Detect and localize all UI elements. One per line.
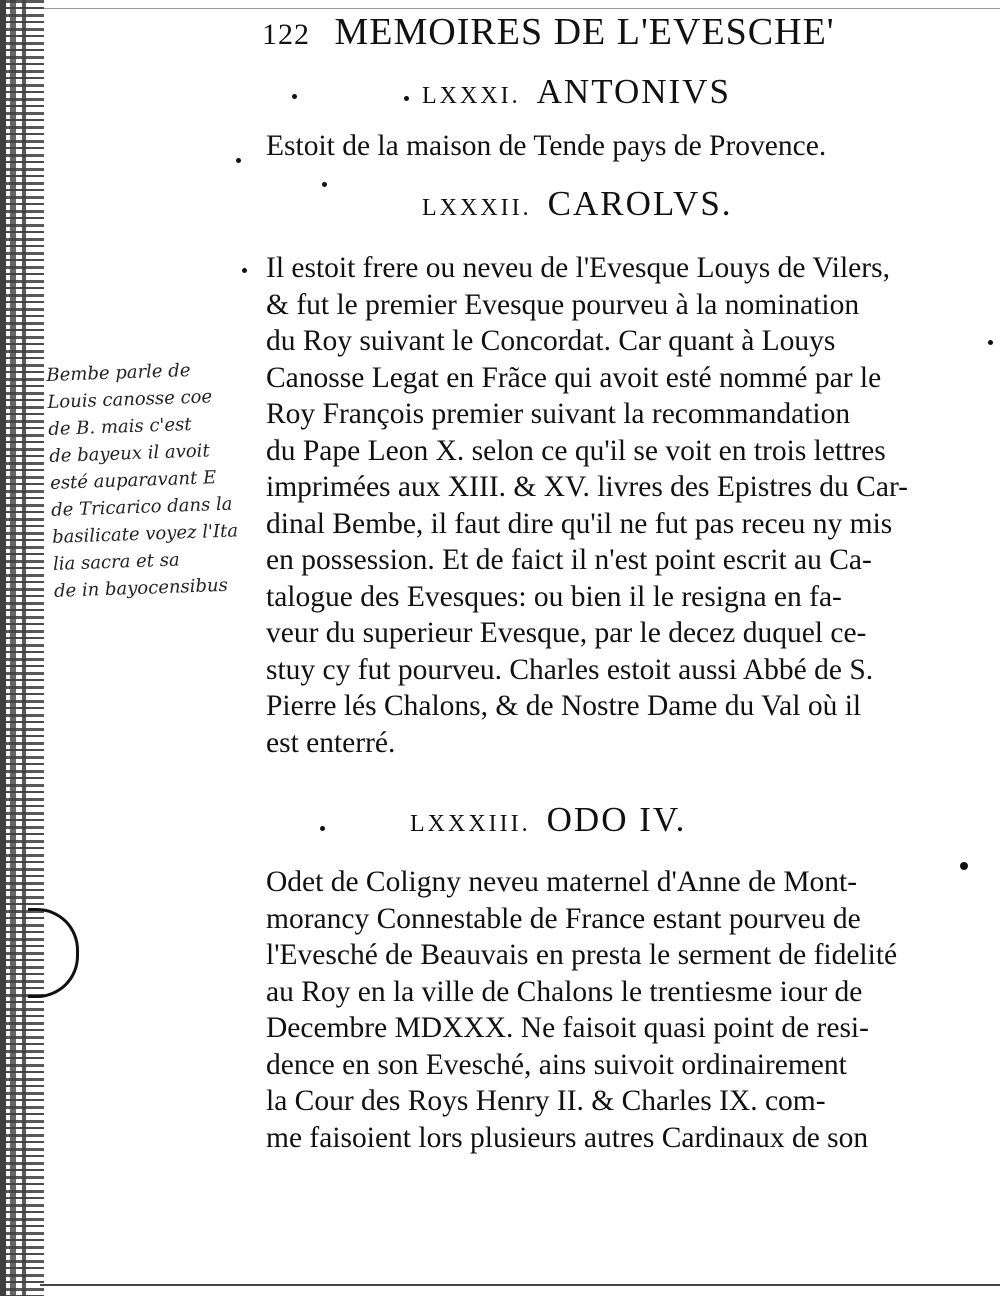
note-line: Bembe parle de [46,359,191,386]
note-line: Louis canosse coe [47,386,213,413]
ink-speck [320,826,325,831]
ink-speck [404,96,409,101]
text-line: est enterré. [266,726,396,759]
text-line: Canosse Legat en Frãce qui avoit esté nommé par le [266,361,882,394]
entry-name: CAROLVS. [547,184,733,223]
margin-bracket-mark [28,908,79,998]
text-line: me faisoient lors plusieurs autres Cardinaux de son [266,1121,869,1154]
running-header [262,10,922,53]
text-line: Estoit de la maison de Tende pays de Provence. [266,130,827,162]
handwritten-margin-note [46,355,254,605]
ink-speck [236,158,241,163]
entry-numeral: LXXXI. [422,83,521,109]
text-line: du Pape Leon X. selon ce qu'il se voit en trois lettres [266,434,886,467]
ink-speck [960,862,968,870]
text-line: au Roy en la ville de Chalons le trentiesme iour de [266,975,863,1008]
text-line: Decembre MDXXX. Ne faisoit quasi point de resi- [266,1012,869,1044]
note-line: basilicate voyez l'Ita [51,520,239,548]
text-line: imprimées aux XIII. & XV. livres des Epistres du Car- [266,471,908,503]
text-line: Odet de Coligny neveu maternel d'Anne de Mont- [266,866,858,898]
entry-heading-antonius [422,72,731,112]
running-title: MEMOIRES DE L'EVESCHE' [334,11,835,53]
text-line: Roy François premier suivant la recommandation [266,398,851,430]
entry-text-carolus [266,250,908,761]
text-line: du Roy suivant le Concordat. Car quant à Louys [266,325,836,357]
text-line: Pierre lés Chalons, & de Nostre Dame du Val où il [266,690,862,722]
text-line: veur du superieur Evesque, par le decez duquel ce- [266,617,867,649]
text-line: Il estoit frere ou neveu de l'Evesque Louys de Vilers, [266,252,890,284]
entry-name: ODO IV. [546,800,687,839]
entry-heading-odo [410,800,686,840]
note-line: de in bayocensibus [53,574,229,602]
text-line: morancy Connestable de France estant pourveu de [266,902,861,935]
entry-numeral: LXXXII. [422,195,532,221]
page-number: 122 [262,18,310,51]
text-line: & fut le premier Evesque pourveu à la nomination [266,288,860,321]
ink-speck [292,94,297,99]
text-line: talogue des Evesques: ou bien il le resigna en fa- [266,580,842,613]
text-line: la Cour des Roys Henry II. & Charles IX. com- [266,1085,826,1117]
page-top-edge [44,8,1000,9]
note-line: de B. mais c'est [47,413,192,440]
text-line: l'Evesché de Beauvais en presta le serment de fidelité [266,939,898,971]
entry-heading-carolus [422,184,733,224]
text-line: dence en son Evesché, ains suivoit ordinairement [266,1048,847,1081]
entry-numeral: LXXXIII. [410,811,531,837]
text-line: dinal Bembe, il faut dire qu'il ne fut pas receu ny mis [266,507,893,540]
binding-gutter [0,0,44,1296]
entry-text-antonius [266,128,826,165]
entry-name: ANTONIVS [536,72,731,111]
note-line: esté auparavant E [49,467,217,494]
note-line: de bayeux il avoit [48,440,210,467]
ink-speck [988,340,993,345]
ink-speck [322,182,327,187]
note-line: de Tricarico dans la [50,493,233,521]
entry-text-odo [266,864,897,1156]
text-line: stuy cy fut pourveu. Charles estoit aussi Abbé de S. [266,653,874,686]
note-line: lia sacra et sa [52,549,181,575]
page-bottom-edge [40,1284,1000,1286]
ink-speck [242,268,247,273]
text-line: en possession. Et de faict il n'est point escrit au Ca- [266,544,872,576]
